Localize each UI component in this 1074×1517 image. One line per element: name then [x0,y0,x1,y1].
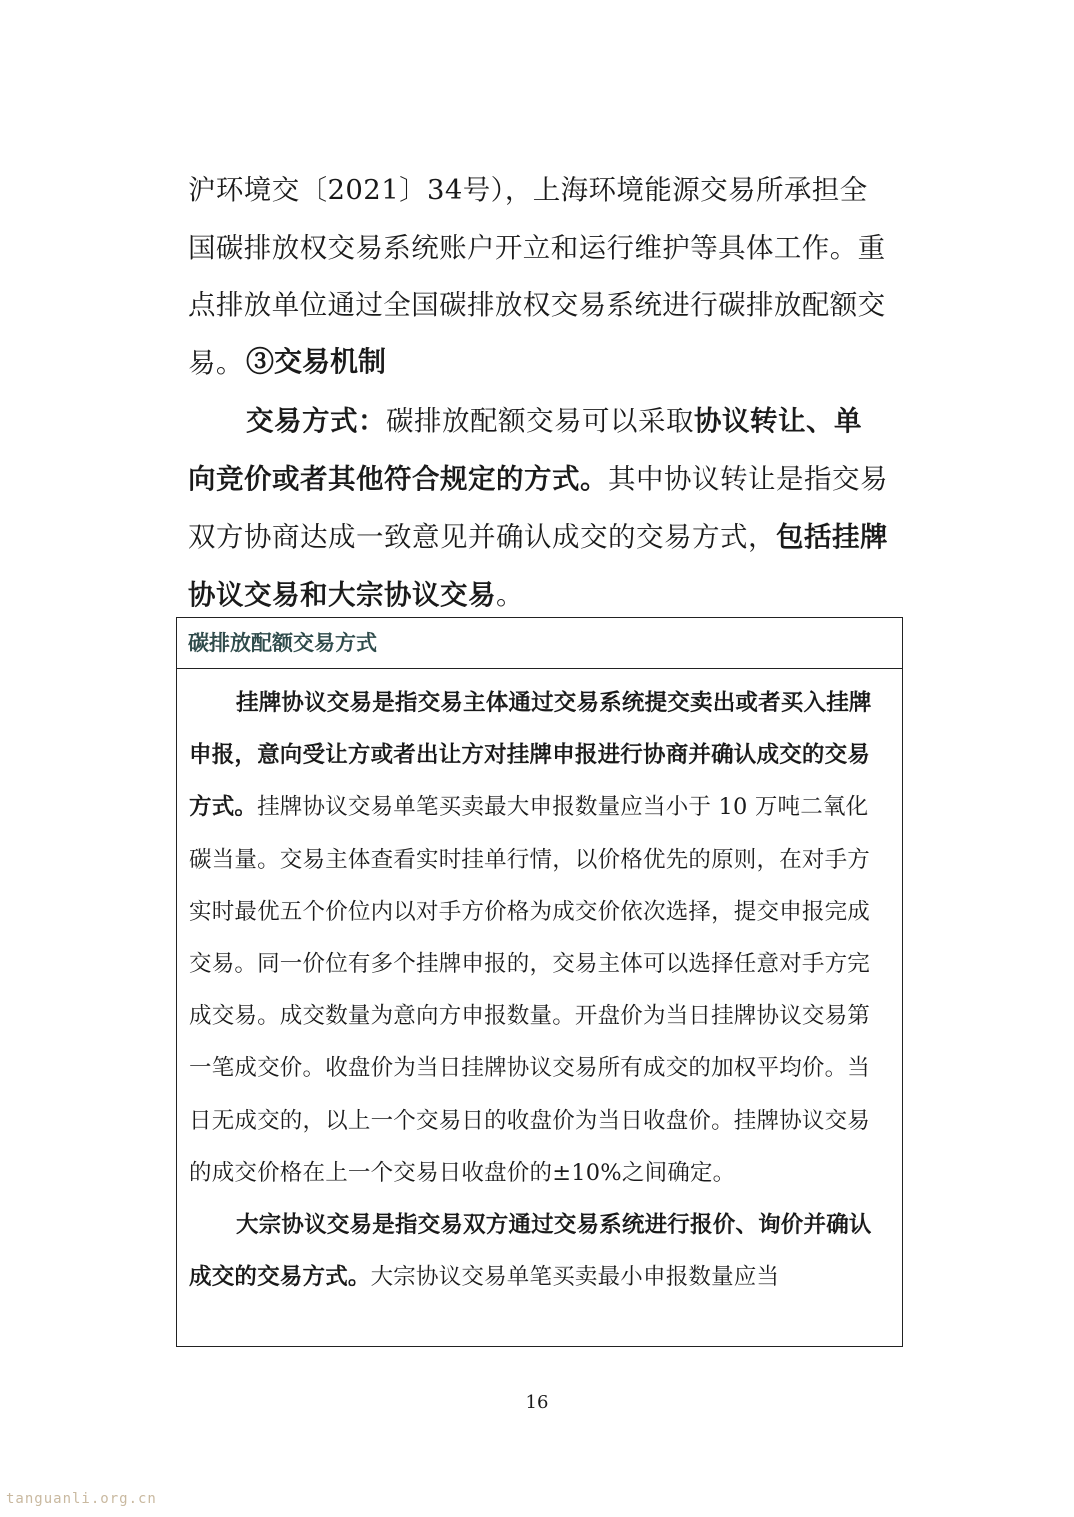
bold-segment: 挂牌协议交易是指交易主体通过交易系统提交卖出或者买入挂牌申报，意向受让方或者出让方对挂牌申报进行协商并确认成交的交易方式。 [189,690,872,821]
bold-segment: 包括挂牌协议交易和大宗协议交易 [188,521,888,611]
text-segment: 挂牌协议交易单笔买卖最大申报数量应当小于 10 万吨二氧化碳当量。交易主体查看实时挂单行情，以价格优先的原则，在对手方实时最优五个价位内以对手方价格为成交价依次选择，提交申报完成交易。同一价位有多个挂牌申报的，交易主体可以选择任意对手方完成交易。成交数量为意向方申报数量。开盘价为当日挂牌协议交易第一笔成交价。收盘价为当日挂牌协议交易所有成交的加权平均价。当日无成交的，以上一个交易日的收盘价为当日收盘价。挂牌协议交易的成交价格在上一个交易日收盘价的±10%之间确定。 [189,794,871,1186]
bold-segment: 大宗协议交易是指交易双方通过交易系统进行报价、询价并确认成交的交易方式。 [189,1212,872,1291]
text-segment: 大宗协议交易单笔买卖最小申报数量应当 [370,1264,780,1291]
lead-label: 交易方式： [246,405,386,437]
watermark: tanguanli.org.cn [6,1491,157,1507]
text-segment: 碳排放配额交易可以采取 [386,405,694,437]
info-box-body [177,669,902,1303]
info-box [176,617,903,1347]
info-box-paragraph-block [189,1199,890,1303]
body-paragraph-intro: 沪环境交〔2021〕34号），上海环境能源交易所承担全国碳排放权交易系统账户开立和运行维护等具体工作。重点排放单位通过全国碳排放权交易系统进行碳排放配额交易。 [188,174,886,379]
info-box-paragraph-listing [189,677,890,1199]
section-heading: ③交易机制 [246,345,387,378]
body-paragraph-trading-method [188,392,888,624]
text-segment: 。 [496,579,524,611]
page-number: 16 [525,1392,549,1413]
info-box-title: 碳排放配额交易方式 [177,618,902,669]
text-segment: 其中协议转让是指交易双方协商达成一致意见并确认成交的交易方式， [188,463,888,553]
bold-segment: 协议转让、单向竞价或者其他符合规定的方式。 [188,405,862,495]
